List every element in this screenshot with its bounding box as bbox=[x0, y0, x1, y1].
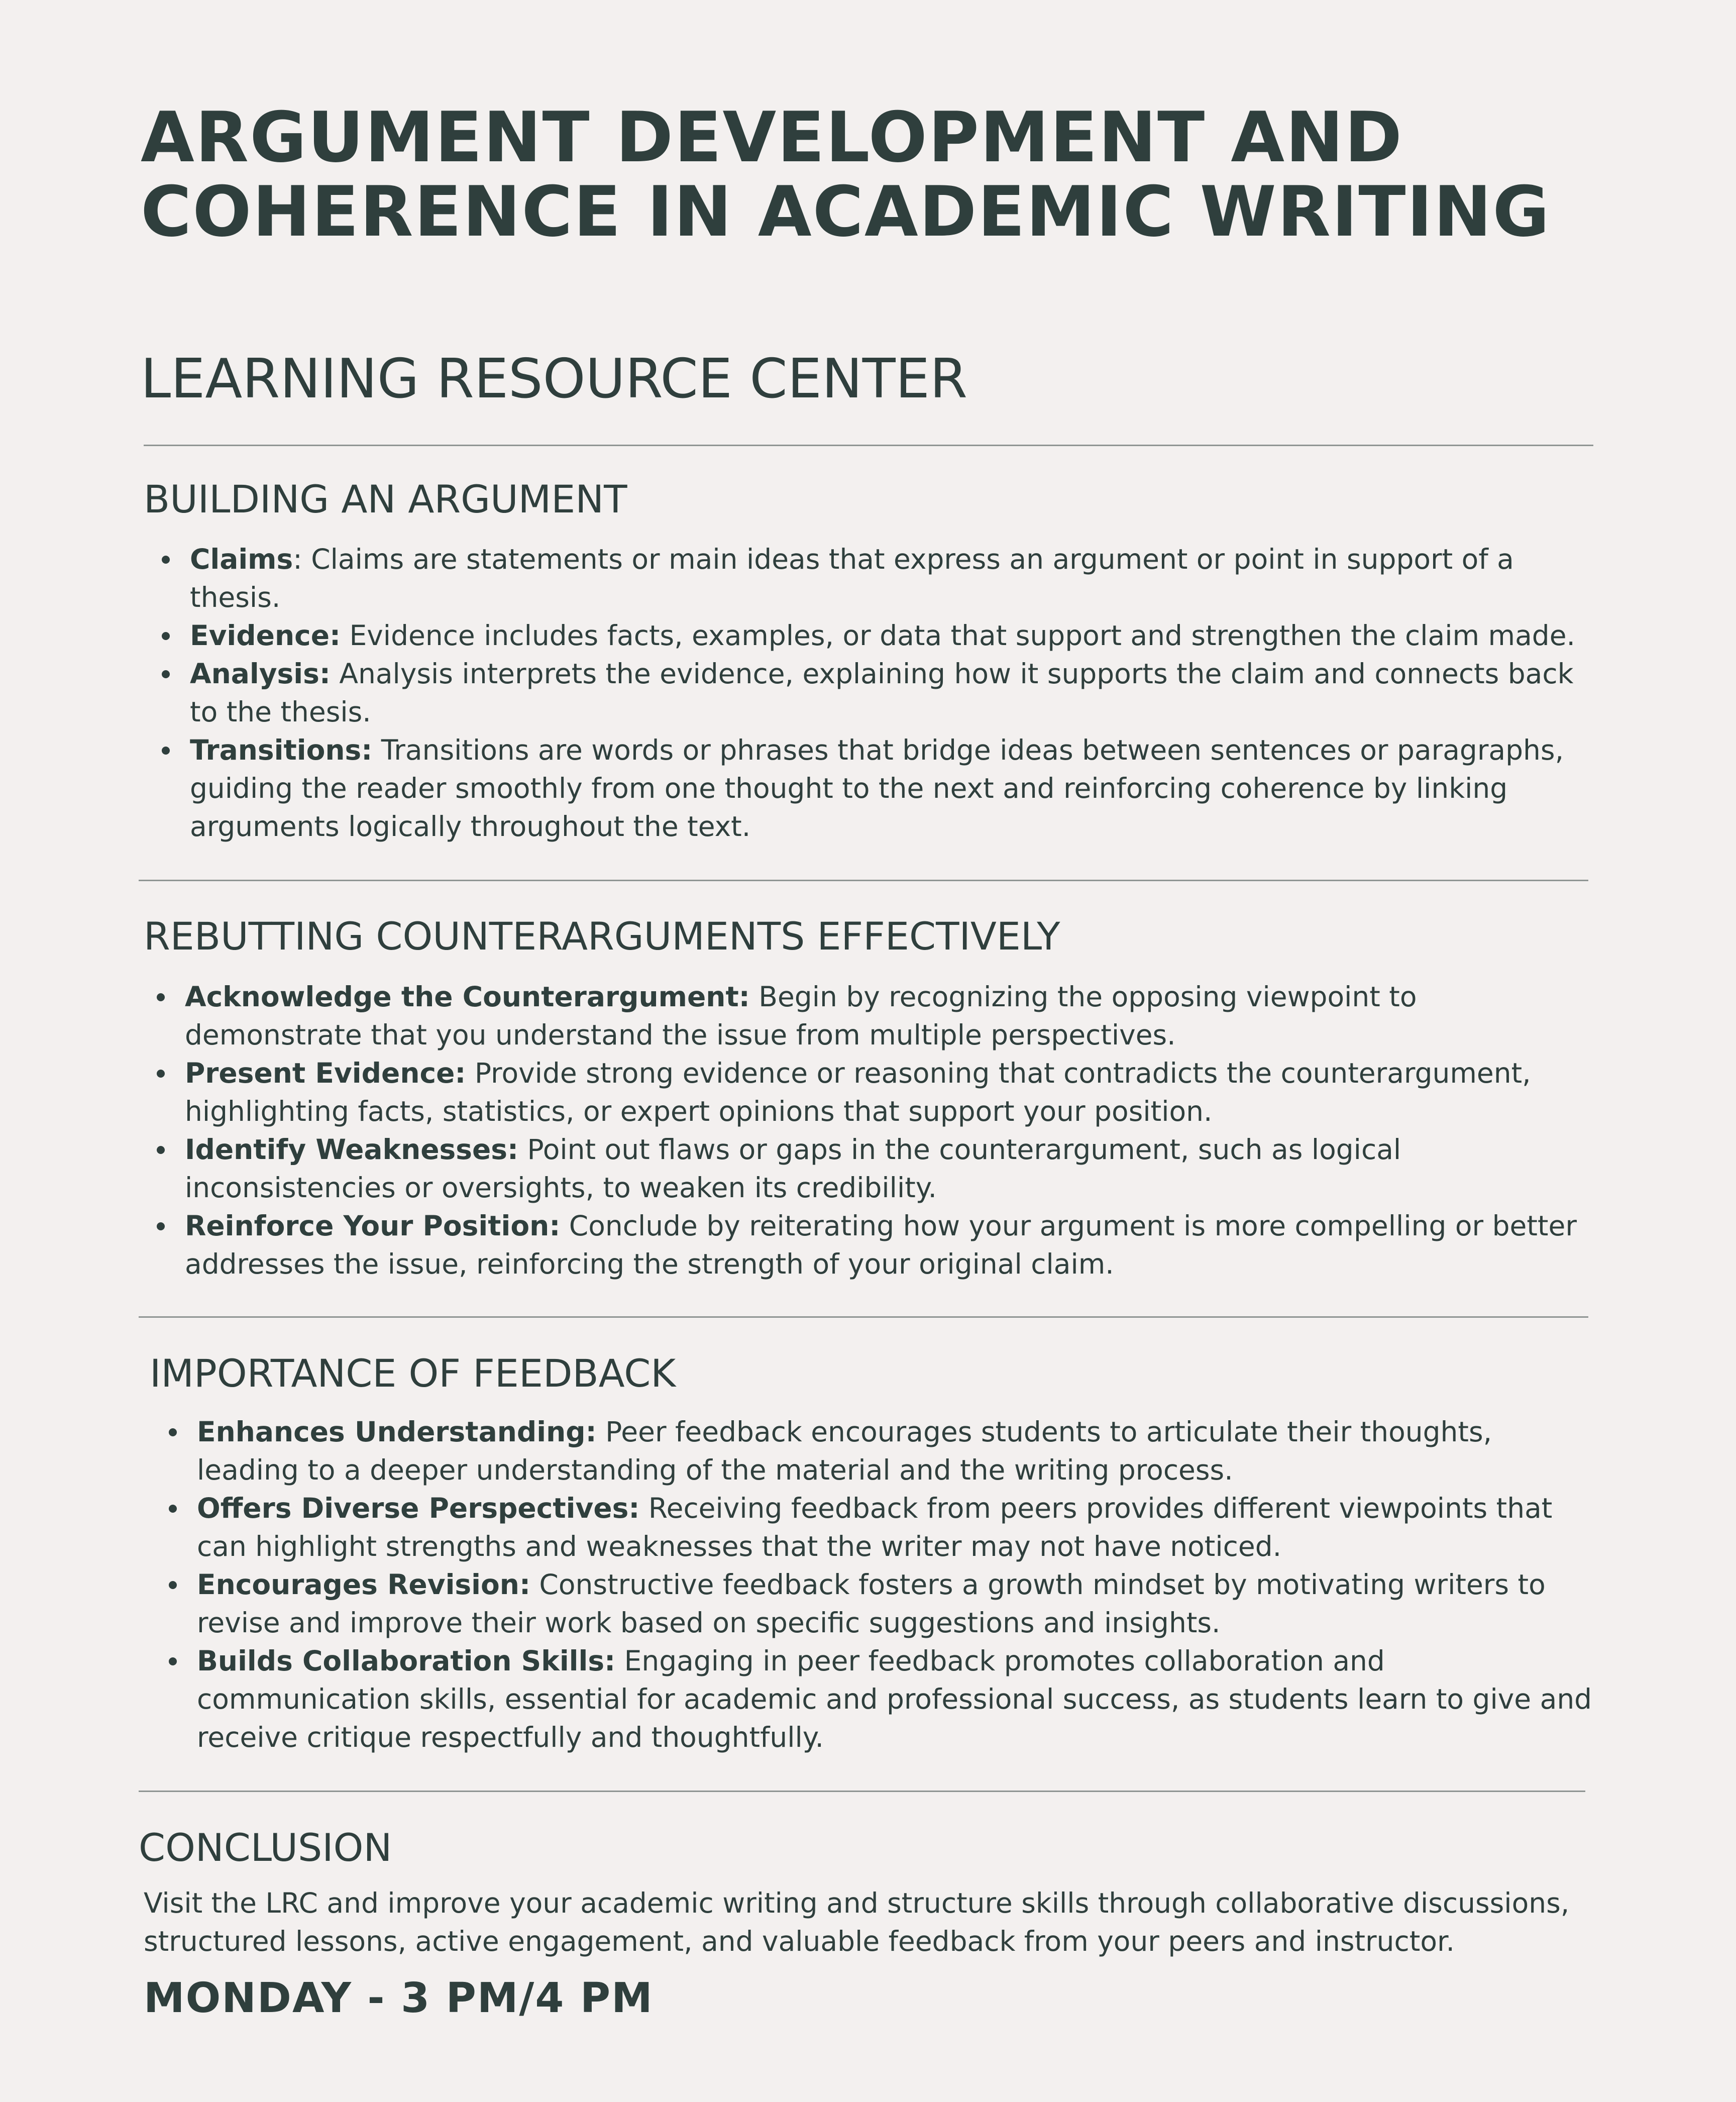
item-term: Transitions: bbox=[190, 734, 373, 766]
list-item bbox=[162, 616, 1583, 655]
item-term: Builds Collaboration Skills: bbox=[197, 1645, 616, 1677]
list-item bbox=[162, 655, 1583, 731]
divider-1 bbox=[144, 445, 1593, 446]
list-item bbox=[169, 1642, 1595, 1756]
item-text: Engaging in peer feedback promotes collaboration and communication skills, essential for academic and professional success, as students learn to give and receive critique respectfully and thoughtfully. bbox=[197, 1645, 1592, 1753]
feedback-list bbox=[169, 1413, 1595, 1756]
bullet-dot bbox=[169, 1428, 177, 1436]
bullet-dot bbox=[157, 993, 165, 1001]
building-argument-list bbox=[162, 540, 1583, 846]
divider-3 bbox=[139, 1316, 1588, 1318]
divider-2 bbox=[139, 880, 1588, 881]
item-term: Claims bbox=[190, 543, 293, 575]
document-subtitle: LEARNING RESOURCE CENTER bbox=[141, 348, 967, 410]
item-text: Peer feedback encourages students to articulate their thoughts, leading to a deeper understanding of the material and the writing process. bbox=[197, 1416, 1492, 1486]
item-term: Offers Diverse Perspectives: bbox=[197, 1492, 640, 1524]
document-title: ARGUMENT DEVELOPMENT AND COHERENCE IN ACADEMIC WRITING bbox=[141, 97, 1551, 252]
item-text: : Claims are statements or main ideas that express an argument or point in support of a thesis. bbox=[190, 543, 1514, 613]
divider-4 bbox=[139, 1791, 1585, 1792]
bullet-dot bbox=[162, 556, 170, 564]
item-term: Encourages Revision: bbox=[197, 1568, 530, 1601]
item-text: Receiving feedback from peers provides different viewpoints that can highlight strengths and weaknesses that the writer may not have noticed. bbox=[197, 1492, 1553, 1562]
rebutting-list bbox=[157, 978, 1583, 1283]
list-item bbox=[169, 1413, 1595, 1489]
bullet-dot bbox=[157, 1222, 165, 1230]
item-term: Evidence: bbox=[190, 619, 341, 652]
list-item bbox=[157, 1130, 1583, 1207]
item-term: Analysis: bbox=[190, 658, 331, 690]
section-heading-building-argument: BUILDING AN ARGUMENT bbox=[144, 477, 627, 521]
bullet-dot bbox=[162, 670, 170, 678]
item-text: Transitions are words or phrases that bridge ideas between sentences or paragraphs, guiding the reader smoothly from one thought to the next and reinforcing coherence by linking arguments logically throughout the text. bbox=[190, 734, 1564, 843]
bullet-dot bbox=[162, 747, 170, 755]
list-item bbox=[162, 540, 1583, 616]
bullet-dot bbox=[169, 1505, 177, 1513]
list-item bbox=[169, 1489, 1595, 1565]
bullet-dot bbox=[157, 1070, 165, 1078]
list-item bbox=[157, 1207, 1583, 1283]
schedule-time: MONDAY - 3 PM/4 PM bbox=[144, 1974, 654, 2022]
item-text: Conclude by reiterating how your argument is more compelling or better addresses the issue, reinforcing the strength of your original claim. bbox=[185, 1210, 1577, 1280]
item-text: Point out flaws or gaps in the counterargument, such as logical inconsistencies or oversights, to weaken its credibility. bbox=[185, 1133, 1401, 1204]
list-item bbox=[157, 978, 1583, 1054]
item-text: Begin by recognizing the opposing viewpoint to demonstrate that you understand the issue from multiple perspectives. bbox=[185, 981, 1417, 1051]
bullet-dot bbox=[162, 632, 170, 640]
item-text: Constructive feedback fosters a growth mindset by motivating writers to revise and improve their work based on specific suggestions and insights. bbox=[197, 1568, 1546, 1639]
item-term: Enhances Understanding: bbox=[197, 1416, 597, 1448]
list-item bbox=[169, 1565, 1595, 1642]
item-term: Acknowledge the Counterargument: bbox=[185, 981, 750, 1013]
bullet-dot bbox=[157, 1146, 165, 1154]
bullet-dot bbox=[169, 1657, 177, 1665]
list-item bbox=[157, 1054, 1583, 1130]
item-text: Evidence includes facts, examples, or data that support and strengthen the claim made. bbox=[341, 619, 1576, 652]
item-text: Provide strong evidence or reasoning that contradicts the counterargument, highlighting facts, statistics, or expert opinions that support your position. bbox=[185, 1057, 1531, 1127]
section-heading-feedback: IMPORTANCE OF FEEDBACK bbox=[150, 1351, 676, 1396]
item-term: Present Evidence: bbox=[185, 1057, 466, 1089]
list-item bbox=[162, 731, 1583, 846]
item-text: Analysis interprets the evidence, explaining how it supports the claim and connects back to the thesis. bbox=[190, 658, 1574, 728]
section-heading-rebutting: REBUTTING COUNTERARGUMENTS EFFECTIVELY bbox=[144, 914, 1060, 959]
section-heading-conclusion: CONCLUSION bbox=[139, 1825, 392, 1870]
bullet-dot bbox=[169, 1581, 177, 1589]
conclusion-text: Visit the LRC and improve your academic writing and structure skills through collaborative discussions, structured lessons, active engagement, and valuable feedback from your peers and instructor. bbox=[144, 1887, 1570, 1957]
item-term: Reinforce Your Position: bbox=[185, 1210, 561, 1242]
item-term: Identify Weaknesses: bbox=[185, 1133, 519, 1166]
